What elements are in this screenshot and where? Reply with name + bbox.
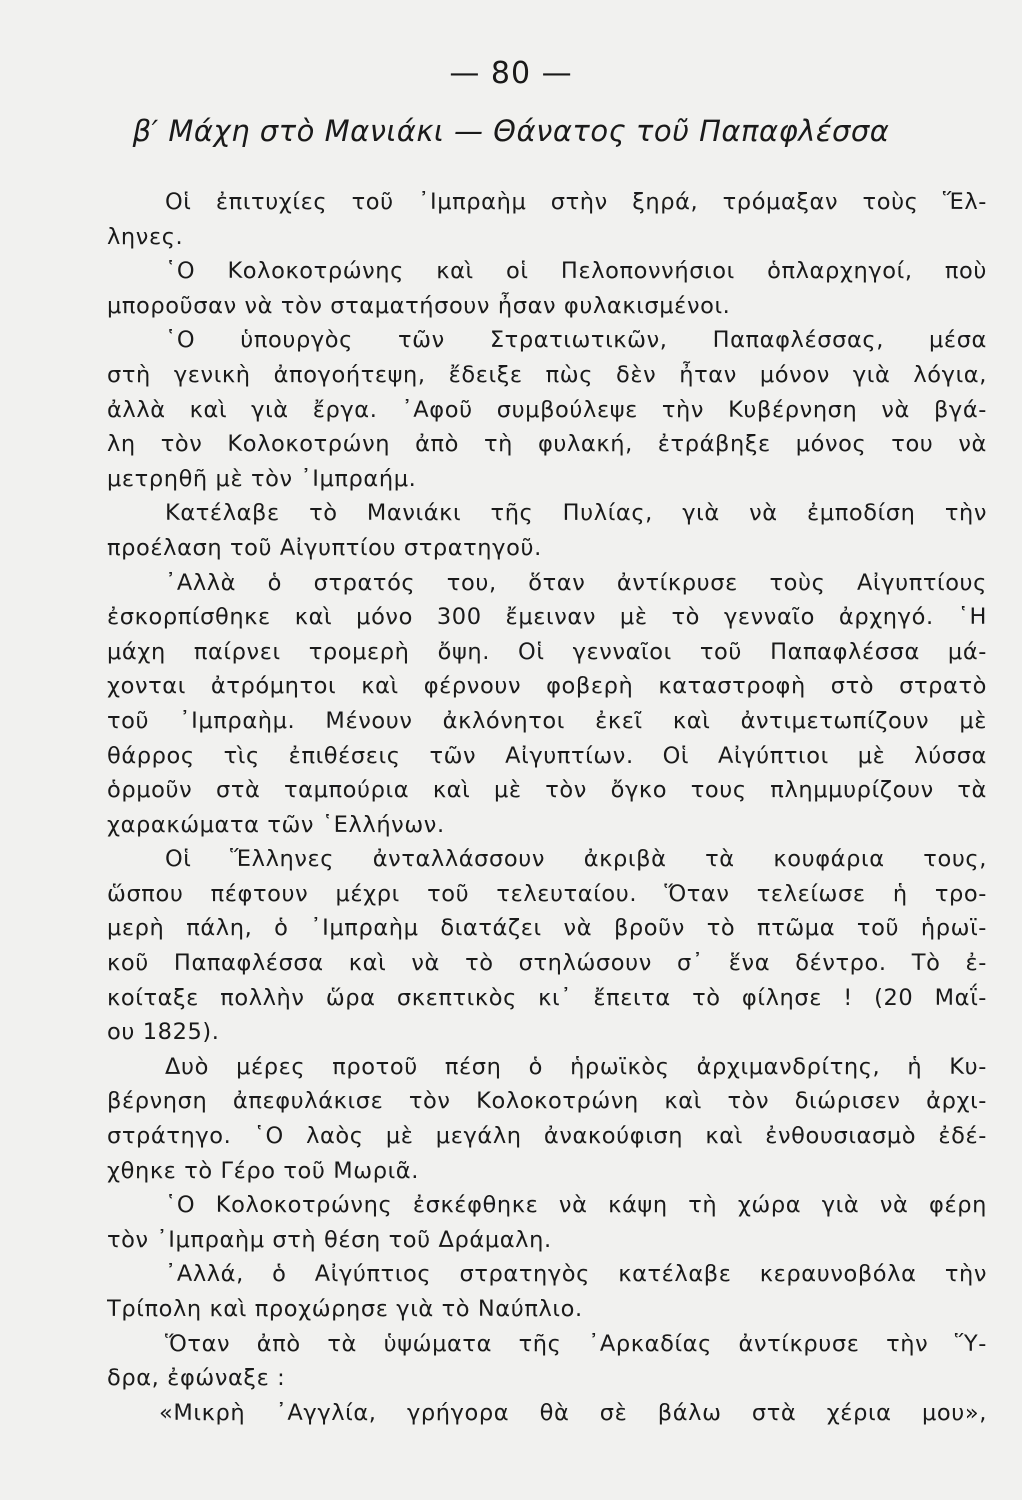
chapter-title: β′ Μάχη στὸ Μανιάκι — Θάνατος τοῦ Παπαφλέσσα: [132, 114, 890, 148]
text-line: θάρρος τὶς ἐπιθέσεις τῶν Αἰγυπτίων. Οἱ Αἰγύπτιοι μὲ λύσσα: [107, 742, 987, 769]
text-line: ὁρμοῦν στὰ ταμπούρια καὶ μὲ τὸν ὄγκο τους πλημμυρίζουν τὰ: [107, 777, 987, 804]
text-line: στράτηγο. ῾Ο λαὸς μὲ μεγάλη ἀνακούφιση καὶ ἐνθουσιασμὸ ἐδέ-: [107, 1123, 987, 1150]
text-line: μποροῦσαν νὰ τὸν σταματήσουν ἦσαν φυλακισμένοι.: [107, 292, 731, 319]
text-line: χονται ἀτρόμητοι καὶ φέρνουν φοβερὴ καταστροφὴ στὸ στρατὸ: [107, 673, 987, 700]
text-line: ἐσκορπίσθηκε καὶ μόνο 300 ἔμειναν μὲ τὸ γενναῖο ἀρχηγό. ῾Η: [107, 604, 987, 631]
text-line: κοίταξε πολλὴν ὥρα σκεπτικὸς κι᾿ ἔπειτα τὸ φίλησε ! (20 Μαΐ-: [107, 984, 987, 1011]
body-text: [107, 185, 987, 1430]
text-line: τοῦ ᾿Ιμπραὴμ. Μένουν ἀκλόνητοι ἐκεῖ καὶ ἀντιμετωπίζουν μὲ: [107, 707, 987, 734]
text-line: ου 1825).: [107, 1019, 220, 1046]
text-line: μάχη παίρνει τρομερὴ ὄψη. Οἱ γενναῖοι τοῦ Παπαφλέσσα μά-: [107, 638, 987, 665]
text-line: χθηκε τὸ Γέρο τοῦ Μωριᾶ.: [107, 1157, 419, 1184]
text-line: Οἱ Ἕλληνες ἀνταλλάσσουν ἀκριβὰ τὰ κουφάρια τους,: [165, 846, 987, 873]
text-line: προέλαση τοῦ Αἰγυπτίου στρατηγοῦ.: [107, 534, 542, 561]
page-number: — 80 —: [449, 56, 573, 91]
text-line: Οἱ ἐπιτυχίες τοῦ ᾿Ιμπραὴμ στὴν ξηρά, τρόμαξαν τοὺς Ἕλ-: [165, 189, 987, 215]
text-line: ᾿Αλλὰ ὁ στρατός του, ὅταν ἀντίκρυσε τοὺς Αἰγυπτίους: [165, 569, 987, 596]
text-line: μετρηθῆ μὲ τὸν ᾿Ιμπραήμ.: [107, 465, 417, 492]
text-line: ληνες.: [107, 223, 184, 250]
text-line: ῾Ο ὑπουργὸς τῶν Στρατιωτικῶν, Παπαφλέσσας, μέσα: [165, 327, 987, 354]
text-line: ὥσπου πέφτουν μέχρι τοῦ τελευταίου. Ὅταν τελείωσε ἡ τρο-: [107, 880, 987, 907]
text-line: Δυὸ μέρες προτοῦ πέση ὁ ἡρωϊκὸς ἀρχιμανδρίτης, ἡ Κυ-: [165, 1053, 987, 1080]
text-line: ᾿Αλλά, ὁ Αἰγύπτιος στρατηγὸς κατέλαβε κεραυνοβόλα τὴν: [165, 1261, 987, 1288]
text-line: ῾Ο Κολοκοτρώνης καὶ οἱ Πελοποννήσιοι ὁπλαρχηγοί, ποὺ: [165, 258, 987, 285]
text-line: λη τὸν Κολοκοτρώνη ἀπὸ τὴ φυλακή, ἐτράβηξε μόνος του νὰ: [107, 431, 987, 458]
text-line: ῾Ο Κολοκοτρώνης ἐσκέφθηκε νὰ κάψη τὴ χώρα γιὰ νὰ φέρη: [165, 1192, 987, 1219]
text-line: Κατέλαβε τὸ Μανιάκι τῆς Πυλίας, γιὰ νὰ ἐμποδίση τὴν: [165, 500, 987, 527]
text-line: χαρακώματα τῶν ῾Ελλήνων.: [107, 811, 445, 838]
text-line: κοῦ Παπαφλέσσα καὶ νὰ τὸ στηλώσουν σ᾿ ἕνα δέντρο. Τὸ ἐ-: [107, 950, 987, 977]
text-line: στὴ γενικὴ ἀπογοήτεψη, ἔδειξε πὼς δὲν ἦταν μόνον γιὰ λόγια,: [107, 361, 987, 388]
text-line: Τρίπολη καὶ προχώρησε γιὰ τὸ Ναύπλιο.: [107, 1296, 583, 1322]
text-line: δρα, ἐφώναξε :: [107, 1365, 286, 1392]
text-line: βέρνηση ἀπεφυλάκισε τὸν Κολοκοτρώνη καὶ τὸν διώρισεν ἀρχι-: [107, 1088, 987, 1115]
text-line: μερὴ πάλη, ὁ ᾿Ιμπραὴμ διατάζει νὰ βροῦν τὸ πτῶμα τοῦ ἡρωϊ-: [107, 915, 987, 942]
text-line: τὸν ᾿Ιμπραὴμ στὴ θέση τοῦ Δράμαλη.: [107, 1226, 552, 1253]
text-line: «Μικρὴ ᾿Αγγλία, γρήγορα θὰ σὲ βάλω στὰ χέρια μου»,: [159, 1399, 987, 1426]
text-line: ἀλλὰ καὶ γιὰ ἔργα. ᾿Αφοῦ συμβούλεψε τὴν Κυβέρνηση νὰ βγά-: [107, 396, 987, 423]
text-line: Ὅταν ἀπὸ τὰ ὑψώματα τῆς ᾿Αρκαδίας ἀντίκρυσε τὴν Ὕ-: [165, 1330, 987, 1357]
